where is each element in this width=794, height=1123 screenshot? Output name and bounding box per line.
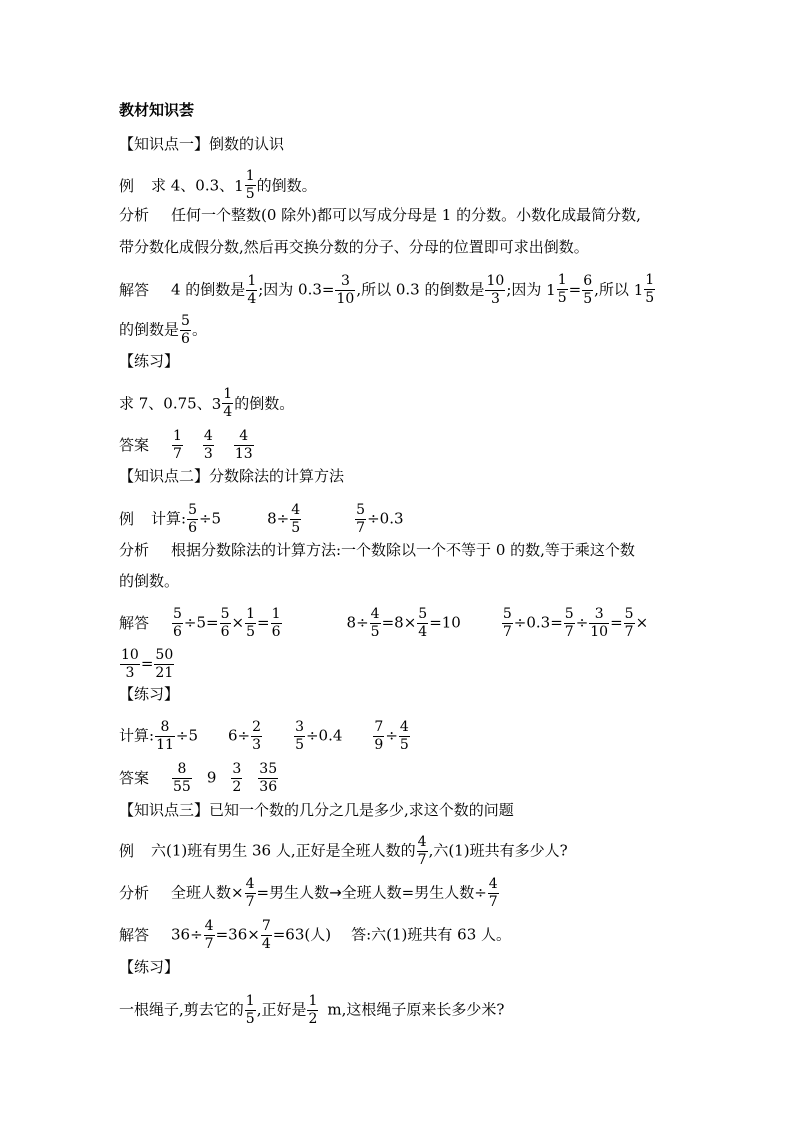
fraction: $\frac{5}{7}$ bbox=[356, 502, 366, 536]
k1-answer-line2: 的倒数是 $\frac{5}{6}$ 。 bbox=[119, 313, 207, 347]
k1-answer-line1: 解答 4 的倒数是 $\frac{1}{4}$ ;因为 0.3= $\frac{3}{10}$ ,所以 0.3 的倒数是 $\frac{10}{3}$ ;因为 1 $\frac{1}{5}$ = $\frac{6}{5}$ ,所以 1 $\frac{1}{5}$ bbox=[119, 272, 655, 307]
example-text: 求 4、0.3、 bbox=[151, 176, 235, 195]
analysis-label: 分析 bbox=[119, 206, 150, 224]
fraction: $\frac{3}{10}$ bbox=[590, 606, 609, 640]
k2-heading: 【知识点二】分数除法的计算方法 bbox=[119, 467, 345, 485]
p2-answer: 答案 $\frac{8}{55}$ 9 $\frac{3}{2}$ $\frac{35}{36}$ bbox=[119, 761, 278, 795]
mixed-number: 3 $\frac{1}{4}$ bbox=[211, 386, 233, 420]
k3-heading: 【知识点三】已知一个数的几分之几是多少,求这个数的问题 bbox=[119, 801, 514, 819]
fraction: $\frac{4}{7}$ bbox=[488, 876, 498, 910]
answer-label: 解答 bbox=[119, 280, 150, 299]
k1-example bbox=[119, 168, 317, 203]
answer-label: 解答 bbox=[119, 613, 150, 632]
k1-analysis-line2: 带分数化成假分数,然后再交换分数的分子、分母的位置即可求出倒数。 bbox=[119, 238, 589, 256]
fraction: $\frac{4}{5}$ bbox=[399, 719, 409, 753]
fraction: $\frac{5}{7}$ bbox=[502, 606, 512, 640]
mixed-number: 1 $\frac{1}{5}$ bbox=[546, 272, 567, 306]
fraction: $\frac{4}{7}$ bbox=[417, 834, 427, 868]
answer-label: 答案 bbox=[119, 435, 150, 454]
fraction: $\frac{50}{21}$ bbox=[155, 647, 174, 681]
example-label: 例 bbox=[119, 509, 135, 528]
p2-question: 计算: $\frac{8}{11}$ ÷5 6÷ $\frac{2}{3}$ $\frac{3}{5}$ ÷0.4 $\frac{7}{9}$ ÷ $\frac{4}{5}$ bbox=[119, 719, 409, 753]
fraction: $\frac{5}{6}$ bbox=[220, 606, 230, 640]
right-arrow-icon: → bbox=[329, 883, 342, 902]
analysis-label: 分析 bbox=[119, 883, 150, 902]
fraction: $\frac{7}{9}$ bbox=[374, 719, 384, 753]
p1-answer bbox=[119, 428, 255, 463]
p3-question: 一根绳子,剪去它的 $\frac{1}{5}$ ,正好是 $\frac{1}{2}$ m,这根绳子原来长多少米? bbox=[119, 993, 505, 1027]
k3-answer: 解答 36÷ $\frac{4}{7}$ =36× $\frac{7}{4}$ =63(人) 答:六(1)班共有 63 人。 bbox=[119, 918, 512, 952]
fraction: $\frac{3}{5}$ bbox=[295, 719, 304, 753]
analysis-label: 分析 bbox=[119, 541, 150, 559]
p1-question: 求 7、0.75、 3 $\frac{1}{4}$ 的倒数。 bbox=[119, 386, 295, 420]
k3-analysis: 分析 全班人数× $\frac{4}{7}$ =男生人数→全班人数=男生人数÷ $\frac{4}{7}$ bbox=[119, 876, 498, 910]
fraction: $\frac{4}{7}$ bbox=[204, 918, 214, 952]
p2-heading: 【练习】 bbox=[119, 685, 180, 703]
fraction: $\frac{1}{6}$ bbox=[271, 606, 281, 640]
fraction: $\frac{1}{7}$ bbox=[173, 428, 182, 462]
fraction: $\frac{4}{5}$ bbox=[370, 606, 380, 640]
fraction: $\frac{5}{6}$ bbox=[173, 606, 182, 640]
fraction: $\frac{8}{55}$ bbox=[173, 761, 191, 795]
fraction: $\frac{35}{36}$ bbox=[259, 761, 278, 795]
fraction: $\frac{4}{13}$ bbox=[234, 428, 253, 462]
mixed-number: 1 $\frac{1}{5}$ bbox=[234, 168, 255, 202]
answer-label: 答案 bbox=[119, 768, 150, 787]
k1-heading: 【知识点一】倒数的认识 bbox=[119, 135, 285, 153]
fraction: $\frac{4}{3}$ bbox=[203, 428, 213, 462]
fraction: $\frac{10}{3}$ bbox=[121, 647, 139, 681]
fraction: $\frac{2}{3}$ bbox=[252, 719, 262, 753]
fraction: $\frac{1}{2}$ bbox=[308, 993, 318, 1027]
k3-example: 例 六(1)班有男生 36 人,正好是全班人数的 $\frac{4}{7}$ ,六(1)班共有多少人? bbox=[119, 834, 568, 868]
fraction: $\frac{5}{4}$ bbox=[418, 606, 428, 640]
k2-answer-line1: 解答 $\frac{5}{6}$ ÷5= $\frac{5}{6}$ × $\frac{1}{5}$ = $\frac{1}{6}$ 8÷ $\frac{4}{5}$ =8× $\frac{5}{4}$ =10 $\frac{5}{7}$ ÷0.3= $\frac{5}{7}$ ÷ $\frac{3}{10}$ = $\frac{5}{7}$ × bbox=[119, 606, 649, 640]
fraction: $\frac{4}{5}$ bbox=[291, 502, 301, 536]
fraction: $\frac{5}{6}$ bbox=[181, 313, 190, 347]
fraction: $\frac{1}{4}$ bbox=[247, 273, 257, 307]
fraction: $\frac{7}{4}$ bbox=[261, 918, 271, 952]
fraction: $\frac{5}{7}$ bbox=[564, 606, 574, 640]
p3-heading: 【练习】 bbox=[119, 958, 180, 976]
k2-analysis-line1: 分析 根据分数除法的计算方法:一个数除以一个不等于 0 的数,等于乘这个数 bbox=[119, 541, 635, 559]
fraction: $\frac{1}{5}$ bbox=[246, 606, 256, 640]
k1-analysis-line1: 分析 任何一个整数(0 除外)都可以写成分母是 1 的分数。小数化成最简分数, bbox=[119, 206, 641, 224]
fraction: $\frac{5}{7}$ bbox=[624, 606, 634, 640]
fraction: $\frac{3}{2}$ bbox=[232, 761, 242, 795]
fraction: $\frac{1}{5}$ bbox=[245, 993, 255, 1027]
page-title: 教材知识荟 bbox=[119, 101, 195, 119]
fraction: $\frac{5}{6}$ bbox=[188, 502, 197, 536]
answer-label: 解答 bbox=[119, 925, 150, 944]
fraction: $\frac{10}{3}$ bbox=[486, 273, 505, 307]
mixed-number: 1 $\frac{1}{5}$ bbox=[633, 272, 655, 306]
example-label: 例 bbox=[119, 176, 135, 195]
fraction: $\frac{4}{7}$ bbox=[245, 876, 255, 910]
k2-example: 例 计算: $\frac{5}{6}$ ÷5 8÷ $\frac{4}{5}$ $\frac{5}{7}$ ÷0.3 bbox=[119, 502, 404, 536]
fraction: $\frac{8}{11}$ bbox=[156, 719, 174, 753]
k2-analysis-line2: 的倒数。 bbox=[119, 572, 180, 590]
fraction: $\frac{6}{5}$ bbox=[583, 273, 593, 307]
p1-heading: 【练习】 bbox=[119, 352, 180, 370]
example-tail: 的倒数。 bbox=[256, 176, 317, 195]
fraction: $\frac{3}{10}$ bbox=[336, 273, 355, 307]
k2-answer-line2: $\frac{10}{3}$ = $\frac{50}{21}$ bbox=[121, 647, 174, 681]
example-label: 例 bbox=[119, 841, 135, 860]
